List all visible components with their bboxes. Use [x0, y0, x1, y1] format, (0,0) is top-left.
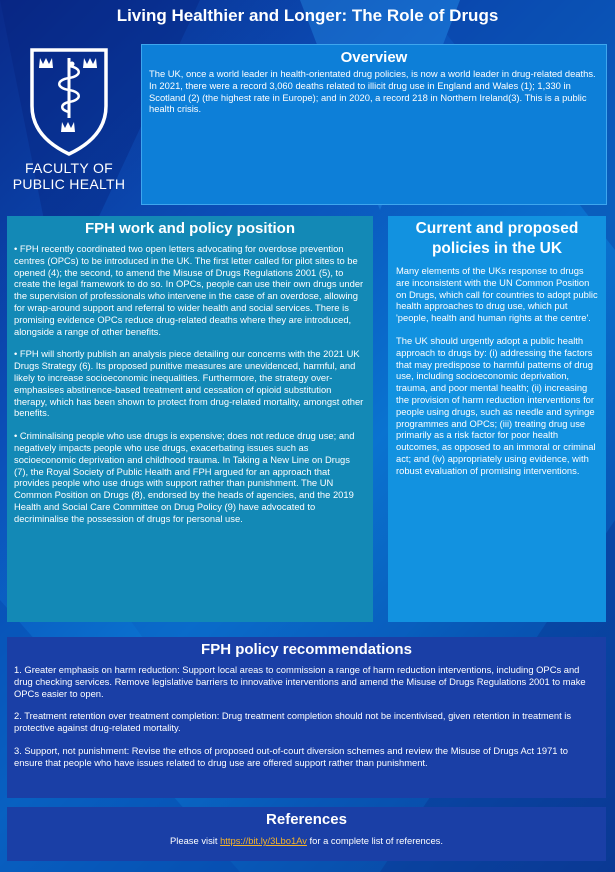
overview-heading: Overview — [340, 49, 408, 66]
current-policies-paragraph: Many elements of the UKs response to drugs are inconsistent with the UN Common Position on Drugs, which call for countries to adopt public health approaches to drug use, which put 'people, health and human rights at the centre'. — [396, 265, 598, 324]
references-prefix: Please visit — [170, 835, 221, 846]
logo-text-line1: FACULTY OF — [24, 160, 114, 176]
fph-work-panel — [7, 216, 373, 622]
logo-text-line2: PUBLIC HEALTH — [12, 176, 126, 192]
references-suffix: for a complete list of references. — [306, 835, 443, 846]
references-heading: References — [266, 811, 347, 828]
references-text — [14, 835, 599, 847]
recommendation-item: 2. Treatment retention over treatment completion: Drug treatment completion should not be incentivised, given retention in treatment is protective against drug-related mortality. — [14, 710, 572, 734]
references-link[interactable]: https://bit.ly/3Lbo1Av — [220, 835, 307, 846]
fph-work-paragraph: • Criminalising people who use drugs is expensive; does not reduce drug use; and negatively impacts people who use drugs, exacerbating issues such as socioeconomic deprivation and childhood trauma. In Taking a New Line on Drugs (7), the Royal Society of Public Health and FPH argued for an approach that provides people who use drugs with support rather than punishment. The UN Common Position on Drugs (8), endorsed by the heads of agencies, and the 2019 Health and Social Care Committee on Drug Policy (9) have advocated to decriminalise the possession of drugs for personal use. — [14, 430, 355, 524]
recommendation-item: 1. Greater emphasis on harm reduction: Support local areas to commission a range of harm reduction interventions, including OPCs and drug checking services. Remove legislative barriers to innovative interventions and amend the Misuse of Drugs Regulations 2001 to make OPCs easier to open. — [14, 664, 586, 699]
fph-work-paragraph: • FPH will shortly publish an analysis piece detailing our concerns with the 2021 UK Drugs Strategy (6). Its proposed punitive measures are unevidenced, harmful, and likely to increase socioeconomic inequalities. Furthermore, the strategy over-emphasises abstinence-based treatment and cessation of opioid substitution therapy, which has been shown to protect from drug-related mortality, amongst other benefits. — [14, 348, 364, 419]
poster-title: Living Healthier and Longer: The Role of Drugs — [116, 6, 499, 25]
overview-panel — [141, 44, 607, 205]
fph-work-heading: FPH work and policy position — [84, 220, 295, 237]
overview-text: The UK, once a world leader in health-orientated drug policies, is now a world leader in drug-related deaths. In 2021, there were a record 3,060 deaths related to illicit drug use in England and Wales (1); 1,330 in Scotland (2) (the highest rate in Europe); and in 2020, a record 218 in Northern Ireland(3). This is a public health crisis. — [149, 68, 596, 115]
current-policies-panel — [388, 216, 606, 622]
current-policies-heading: Current and proposed policies in the UK — [415, 220, 579, 257]
fph-work-paragraph: • FPH recently coordinated two open letters advocating for overdose prevention centres (OPCs) to be introduced in the UK. The first letter called for pilot sites to be opened (4); the second, to amend the Misuse of Drugs Regulations 2001 (5), to create the legal framework to do so. In OPCs, people can use their own drugs under the supervision of professionals who intervene in the case of an overdose, allowing for wrap-around support and referral to wider health and social services. There is promising evidence OPCs reduce drug-related deaths where they are introduced, alongside a range of other benefits. — [14, 243, 364, 337]
fph-logo — [4, 44, 134, 200]
current-policies-paragraph: The UK should urgently adopt a public health approach to drugs by: (i) addressing the factors that may predispose to harmful patterns of drug use, including socioeconomic deprivation, trauma, and poor mental health; (ii) increasing the provision of harm reduction interventions for people using drugs, such as needle and syringe programmes and OPCs; (iii) treating drug use primarily as a risk factor for poor health outcomes, as opposed to an immoral or criminal act; and (iv) appropriately using evidence, with robust evaluation of promising interventions. — [396, 334, 596, 476]
shield-crest-icon — [26, 44, 112, 156]
references-panel — [7, 807, 606, 861]
recommendations-heading: FPH policy recommendations — [201, 641, 412, 658]
recommendations-panel — [7, 637, 606, 798]
recommendation-item: 3. Support, not punishment: Revise the ethos of proposed out-of-court diversion schemes and review the Misuse of Drugs Act 1971 to ensure that people who have issues related to drug use are offered support rather than punishment. — [14, 744, 568, 768]
